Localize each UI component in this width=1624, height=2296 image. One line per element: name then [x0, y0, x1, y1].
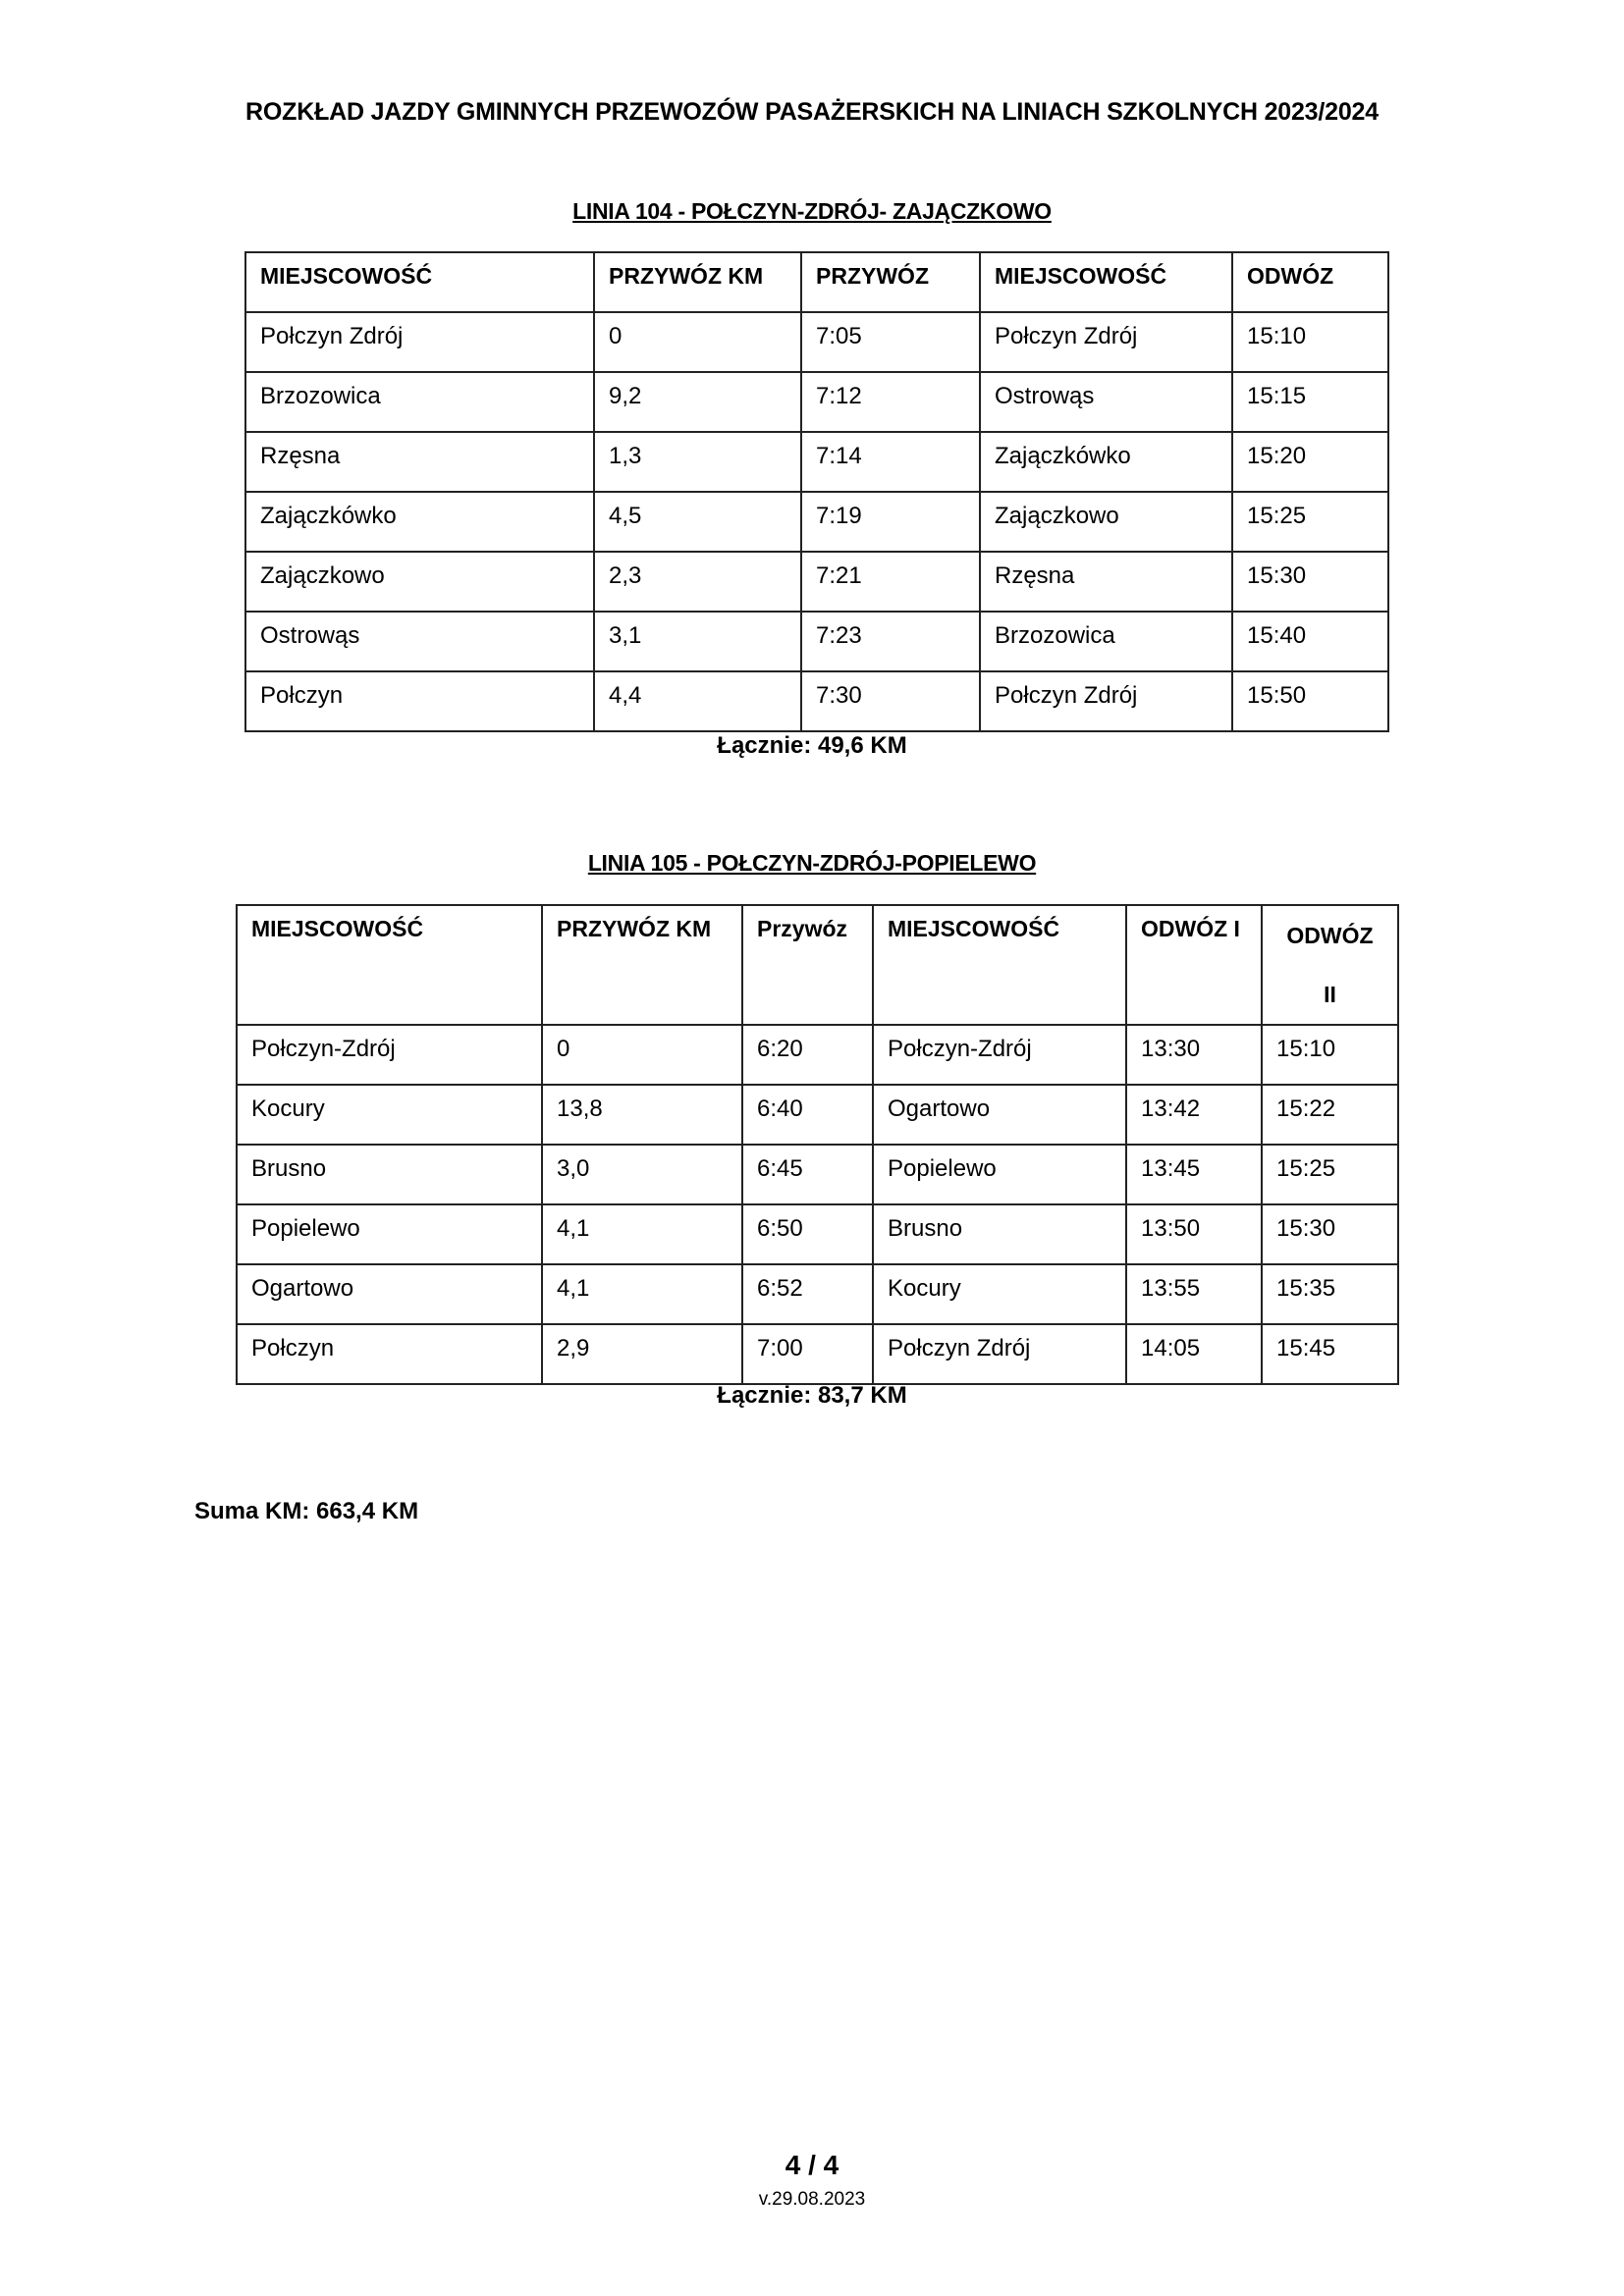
- cell-inbound-time: 7:19: [801, 492, 980, 552]
- table-row: [245, 372, 1388, 432]
- cell-locality: Rzęsna: [245, 432, 594, 492]
- cell-inbound-time: 6:52: [742, 1264, 873, 1324]
- cell-locality: Zajączkówko: [245, 492, 594, 552]
- cell-km: 3,1: [594, 612, 801, 671]
- table-row: [237, 1145, 1398, 1204]
- cell-locality: Brzozowica: [245, 372, 594, 432]
- table-header-row: [245, 252, 1388, 312]
- cell-outbound-1-time: 14:05: [1126, 1324, 1262, 1384]
- cell-locality: Kocury: [237, 1085, 542, 1145]
- cell-locality: Połczyn: [237, 1324, 542, 1384]
- cell-outbound-1-time: 13:30: [1126, 1025, 1262, 1085]
- cell-locality: Zajączkowo: [245, 552, 594, 612]
- cell-locality: Połczyn-Zdrój: [237, 1025, 542, 1085]
- line-104-timetable: [244, 251, 1389, 732]
- table-row: [237, 1025, 1398, 1085]
- cell-inbound-time: 7:23: [801, 612, 980, 671]
- table-row: [245, 552, 1388, 612]
- table-header-row: [237, 905, 1398, 1025]
- cell-return-locality: Zajączkowo: [980, 492, 1232, 552]
- column-header-inbound: PRZYWÓZ: [801, 252, 980, 312]
- cell-outbound-2-time: 15:10: [1262, 1025, 1398, 1085]
- cell-outbound-2-time: 15:35: [1262, 1264, 1398, 1324]
- column-header-outbound-1: ODWÓZ I: [1126, 905, 1262, 1025]
- line-105-heading: LINIA 105 - POŁCZYN-ZDRÓJ-POPIELEWO: [587, 850, 1037, 876]
- total-km-sum: Suma KM: 663,4 KM: [194, 1498, 419, 1524]
- cell-inbound-time: 6:20: [742, 1025, 873, 1085]
- cell-km: 4,1: [542, 1264, 742, 1324]
- cell-return-locality: Brusno: [873, 1204, 1126, 1264]
- cell-inbound-time: 7:12: [801, 372, 980, 432]
- table-row: [245, 612, 1388, 671]
- line-104-total: Łącznie: 49,6 KM: [717, 732, 907, 759]
- cell-outbound-1-time: 13:55: [1126, 1264, 1262, 1324]
- cell-outbound-time: 15:25: [1232, 492, 1388, 552]
- cell-outbound-1-time: 13:50: [1126, 1204, 1262, 1264]
- cell-km: 3,0: [542, 1145, 742, 1204]
- cell-inbound-time: 7:14: [801, 432, 980, 492]
- cell-return-locality: Połczyn Zdrój: [873, 1324, 1126, 1384]
- cell-outbound-time: 15:40: [1232, 612, 1388, 671]
- table-row: [237, 1324, 1398, 1384]
- cell-outbound-2-time: 15:25: [1262, 1145, 1398, 1204]
- table-row: [237, 1085, 1398, 1145]
- table-row: [237, 1264, 1398, 1324]
- column-header-locality-return: MIEJSCOWOŚĆ: [873, 905, 1126, 1025]
- cell-km: 1,3: [594, 432, 801, 492]
- cell-locality: Połczyn: [245, 671, 594, 731]
- cell-return-locality: Rzęsna: [980, 552, 1232, 612]
- column-header-outbound: ODWÓZ: [1232, 252, 1388, 312]
- column-header-outbound-2: [1262, 905, 1398, 1025]
- cell-locality: Ostrowąs: [245, 612, 594, 671]
- cell-outbound-2-time: 15:45: [1262, 1324, 1398, 1384]
- table-row: [237, 1204, 1398, 1264]
- cell-return-locality: Popielewo: [873, 1145, 1126, 1204]
- cell-km: 2,3: [594, 552, 801, 612]
- cell-km: 0: [594, 312, 801, 372]
- column-header-locality: MIEJSCOWOŚĆ: [245, 252, 594, 312]
- cell-inbound-time: 7:00: [742, 1324, 873, 1384]
- cell-return-locality: Połczyn-Zdrój: [873, 1025, 1126, 1085]
- document-version: v.29.08.2023: [758, 2189, 866, 2210]
- cell-inbound-time: 7:05: [801, 312, 980, 372]
- cell-outbound-time: 15:15: [1232, 372, 1388, 432]
- cell-inbound-time: 6:50: [742, 1204, 873, 1264]
- table-row: [245, 671, 1388, 731]
- cell-km: 0: [542, 1025, 742, 1085]
- column-header-inbound-km: PRZYWÓZ KM: [594, 252, 801, 312]
- cell-return-locality: Kocury: [873, 1264, 1126, 1324]
- cell-return-locality: Ogartowo: [873, 1085, 1126, 1145]
- cell-outbound-1-time: 13:42: [1126, 1085, 1262, 1145]
- line-105-timetable: [236, 904, 1399, 1385]
- cell-outbound-time: 15:10: [1232, 312, 1388, 372]
- cell-inbound-time: 6:45: [742, 1145, 873, 1204]
- cell-outbound-1-time: 13:45: [1126, 1145, 1262, 1204]
- cell-km: 4,5: [594, 492, 801, 552]
- cell-locality: Połczyn Zdrój: [245, 312, 594, 372]
- line-105-total: Łącznie: 83,7 KM: [717, 1382, 907, 1409]
- cell-return-locality: Ostrowąs: [980, 372, 1232, 432]
- cell-km: 2,9: [542, 1324, 742, 1384]
- cell-km: 4,4: [594, 671, 801, 731]
- cell-locality: Ogartowo: [237, 1264, 542, 1324]
- cell-km: 9,2: [594, 372, 801, 432]
- header-line-1: ODWÓZ: [1286, 923, 1374, 948]
- cell-km: 4,1: [542, 1204, 742, 1264]
- cell-outbound-time: 15:30: [1232, 552, 1388, 612]
- cell-inbound-time: 6:40: [742, 1085, 873, 1145]
- cell-outbound-2-time: 15:30: [1262, 1204, 1398, 1264]
- cell-km: 13,8: [542, 1085, 742, 1145]
- table-row: [245, 492, 1388, 552]
- table-row: [245, 432, 1388, 492]
- column-header-inbound-km: PRZYWÓZ KM: [542, 905, 742, 1025]
- line-104-heading: LINIA 104 - POŁCZYN-ZDRÓJ- ZAJĄCZKOWO: [572, 198, 1052, 224]
- table-row: [245, 312, 1388, 372]
- header-line-2: II: [1324, 982, 1336, 1007]
- cell-return-locality: Połczyn Zdrój: [980, 671, 1232, 731]
- cell-outbound-time: 15:20: [1232, 432, 1388, 492]
- cell-inbound-time: 7:21: [801, 552, 980, 612]
- cell-outbound-time: 15:50: [1232, 671, 1388, 731]
- cell-return-locality: Połczyn Zdrój: [980, 312, 1232, 372]
- column-header-inbound: Przywóz: [742, 905, 873, 1025]
- cell-inbound-time: 7:30: [801, 671, 980, 731]
- cell-outbound-2-time: 15:22: [1262, 1085, 1398, 1145]
- column-header-locality-return: MIEJSCOWOŚĆ: [980, 252, 1232, 312]
- cell-return-locality: Zajączkówko: [980, 432, 1232, 492]
- page-number: 4 / 4: [785, 2150, 839, 2180]
- column-header-locality: MIEJSCOWOŚĆ: [237, 905, 542, 1025]
- cell-locality: Brusno: [237, 1145, 542, 1204]
- cell-return-locality: Brzozowica: [980, 612, 1232, 671]
- document-title: ROZKŁAD JAZDY GMINNYCH PRZEWOZÓW PASAŻERSKICH NA LINIACH SZKOLNYCH 2023/2024: [245, 98, 1379, 126]
- cell-locality: Popielewo: [237, 1204, 542, 1264]
